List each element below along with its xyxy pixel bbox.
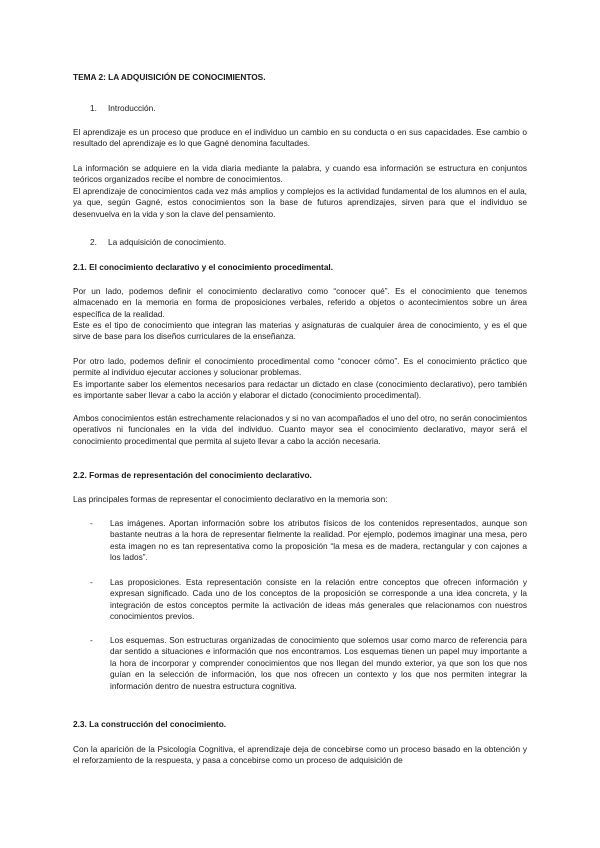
section-1-title: Introducción. [108,103,156,113]
bullet-dash-proposiciones: - [90,577,93,587]
paragraph-procedimental: Por otro lado, podemos definir el conocimiento procedimental como “conocer cómo”. Es el conocimiento práctico que permite al individuo ejecutar acciones y solucionar problemas. [73,356,527,378]
section-2-1-title: 2.1. El conocimiento declarativo y el conocimiento procedimental. [73,262,334,272]
paragraph-dictado: Es importante saber los elementos necesarios para redactar un dictado en clase (conocimiento declarativo), pero también es importante saber llevar a cabo la acción y elaborar el dictado (conocimiento procedimental). [73,379,527,401]
bullet-dash-imagenes: - [90,518,93,528]
section-2-3-title: 2.3. La construcción del conocimiento. [73,719,227,729]
paragraph-intro-3: El aprendizaje de conocimientos cada vez más amplios y complejos es la actividad fundamental de los alumnos en el aula, ya que, según Gagné, estos conocimientos son la base de futuros aprendizajes, sirven para que el individuo se desenvuelva en la vida y son la clave del pensamiento. [73,186,527,219]
paragraph-declarativo: Por un lado, podemos definir el conocimiento declarativo como “conocer qué”. Es el conocimiento que tenemos almacenado en la memoria en forma de proposiciones verbales, referido a objetos o acontecimientos sobre un área específica de la realidad. [73,286,527,319]
paragraph-ambos: Ambos conocimientos están estrechamente relacionados y si no van acompañados el uno del otro, no serán conocimientos operativos ni funcionales en la vida del individuo. Cuanto mayor sea el conocimiento declarativo, mayor será el conocimiento procedimental que permita al sujeto llevar a cabo la acción necesaria. [73,413,527,446]
bullet-proposiciones: Las proposiciones. Esta representación consiste en la relación entre conceptos que ofrecen información y expresan significado. Cada uno de los conceptos de la proposición se corresponde a una idea concreta, y la integración de estos conceptos permite la activación de ideas más generales que relacionamos con nuestros conocimientos previos. [110,577,527,622]
bullet-dash-esquemas: - [90,635,93,645]
document-title: TEMA 2: LA ADQUISICIÓN DE CONOCIMIENTOS. [73,72,266,82]
paragraph-intro-1: El aprendizaje es un proceso que produce en el individuo un cambio en su conducta o en sus capacidades. Ese cambio o resultado del aprendizaje es lo que Gagné denomina facultades. [73,127,527,149]
paragraph-tipo-conocimiento: Este es el tipo de conocimiento que integran las materias y asignaturas de cualquier área de conocimiento, y es el que sirve de base para los diseños curriculares de la enseñanza. [73,320,527,342]
paragraph-construccion: Con la aparición de la Psicología Cognitiva, el aprendizaje deja de concebirse como un proceso basado en la obtención y el reforzamiento de la respuesta, y pasa a concebirse como un proceso de adquisición de [73,744,527,766]
paragraph-intro-2: La información se adquiere en la vida diaria mediante la palabra, y cuando esa información se estructura en conjuntos teóricos organizados recibe el nombre de conocimientos. [73,163,527,185]
section-2-number: 2. [90,237,97,247]
section-2-title: La adquisición de conocimiento. [108,237,227,247]
paragraph-formas: Las principales formas de representar el conocimiento declarativo en la memoria son: [73,494,388,504]
section-1-number: 1. [90,103,97,113]
bullet-esquemas: Los esquemas. Son estructuras organizadas de conocimiento que solemos usar como marco de referencia para dar sentido a situaciones e información que nos encontramos. Los esquemas tienen un papel muy importante a la hora de incorporar y comprender conocimientos que nos llegan del mundo exterior, ya que son los que nos guían en la selección de información, los que nos ofrecen un contexto y los que nos permiten integrar la información dentro de nuestra estructura cognitiva. [110,635,527,691]
bullet-imagenes: Las imágenes. Aportan información sobre los atributos físicos de los contenidos representados, aunque son bastante neutras a la hora de representar fielmente la realidad. Por ejemplo, podemos imaginar una mesa, pero esta imagen no es tan representativa como la proposición “la mesa es de madera, rectangular y con cajones a los lados”. [110,518,527,563]
section-2-2-title: 2.2. Formas de representación del conocimiento declarativo. [73,470,312,480]
